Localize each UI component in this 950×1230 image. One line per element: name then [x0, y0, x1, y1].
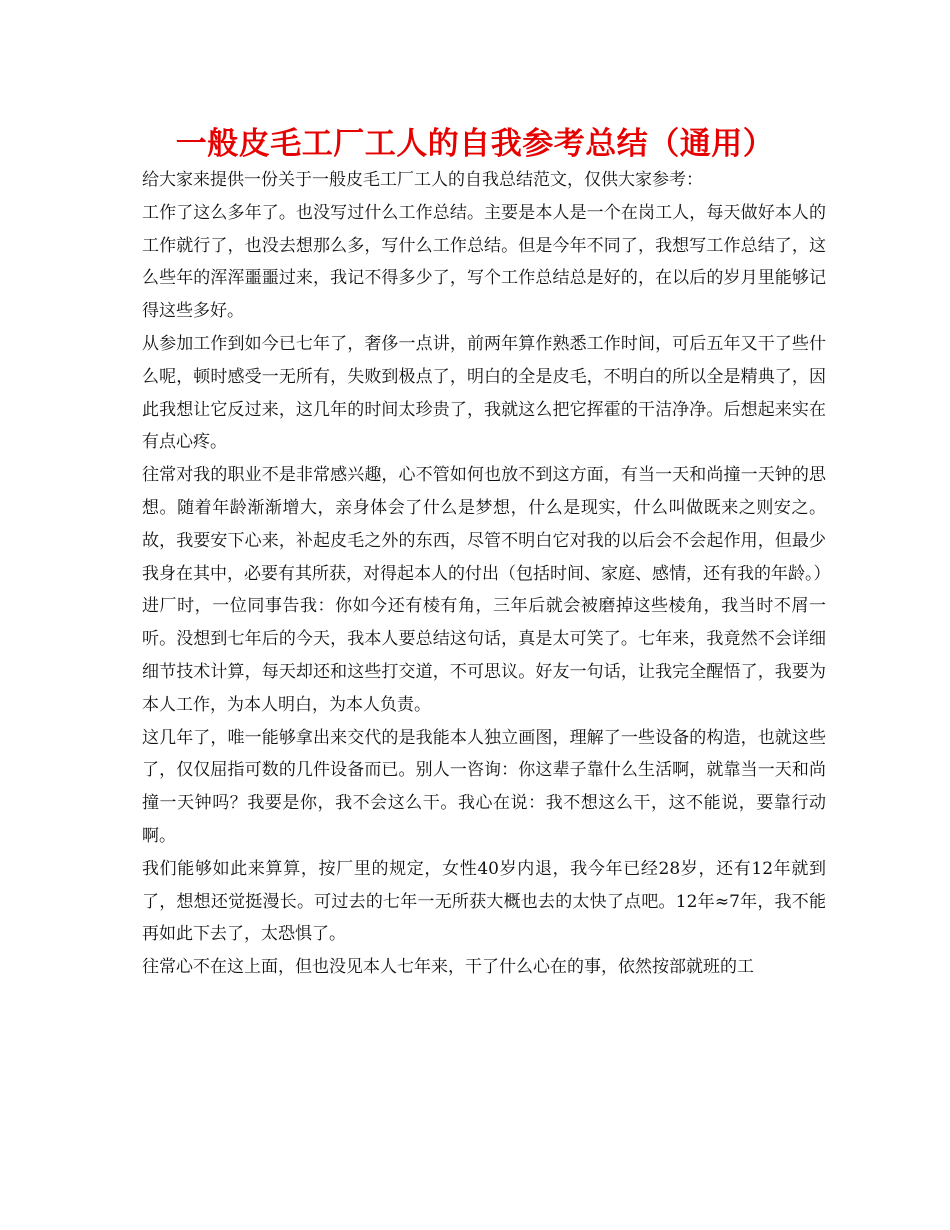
body-paragraph: 往常对我的职业不是非常感兴趣，心不管如何也放不到这方面，有当一天和尚撞一天钟的思想。随着年龄渐渐增大，亲身体会了什么是梦想，什么是现实，什么叫做既来之则安之。故，我要安下心来，补起皮毛之外的东西，尽管不明白它对我的以后会不会起作用，但最少我身在其中，必要有其所获，对得起本人的付出（包括时间、家庭、感情，还有我的年龄。） — [142, 465, 831, 584]
body-paragraph: 工作了这么多年了。也没写过什么工作总结。主要是本人是一个在岗工人，每天做好本人的工作就行了，也没去想那么多，写什么工作总结。但是今年不同了，我想写工作总结了，这么些年的浑浑噩噩过来，我记不得多少了，写个工作总结总是好的，在以后的岁月里能够记得这些多好。 — [142, 202, 826, 322]
intro-paragraph: 给大家来提供一份关于一般皮毛工厂工人的自我总结范文，仅供大家参考： — [142, 170, 703, 190]
body-paragraph: 进厂时，一位同事告我：你如今还有棱有角，三年后就会被磨掉这些棱角，我当时不屑一听。没想到七年后的今天，我本人要总结这句话，真是太可笑了。七年来，我竟然不会详细细节技术计算，每天却还和这些打交道，不可思议。好友一句话，让我完全醒悟了，我要为本人工作，为本人明白，为本人负责。 — [142, 596, 826, 715]
body-paragraph: 我们能够如此来算算，按厂里的规定，女性40岁内退，我今年已经28岁，还有12年就到了，想想还觉挺漫长。可过去的七年一无所获大概也去的太快了点吧。12年≈7年，我不能再如此下去了，太恐惧了。 — [142, 858, 826, 945]
document-title: 一般皮毛工厂工人的自我参考总结（通用） — [175, 126, 775, 162]
body-paragraph: 这几年了，唯一能够拿出来交代的是我能本人独立画图，理解了一些设备的构造，也就这些了，仅仅屈指可数的几件设备而已。别人一咨询：你这辈子靠什么生活啊，就靠当一天和尚撞一天钟吗？我要是你，我不会这么干。我心在说：我不想这么干，这不能说，要靠行动啊。 — [142, 727, 826, 846]
body-paragraph: 往常心不在这上面，但也没见本人七年来，干了什么心在的事，依然按部就班的工 — [142, 957, 754, 978]
document-body — [142, 164, 831, 984]
body-paragraph: 从参加工作到如今已七年了，奢侈一点讲，前两年算作熟悉工作时间，可后五年又干了些什么呢，顿时感受一无所有，失败到极点了，明白的全是皮毛，不明白的所以全是精典了，因此我想让它反过来，这几年的时间太珍贵了，我就这么把它挥霍的干洁净净。后想起来实在有点心疼。 — [142, 333, 826, 453]
